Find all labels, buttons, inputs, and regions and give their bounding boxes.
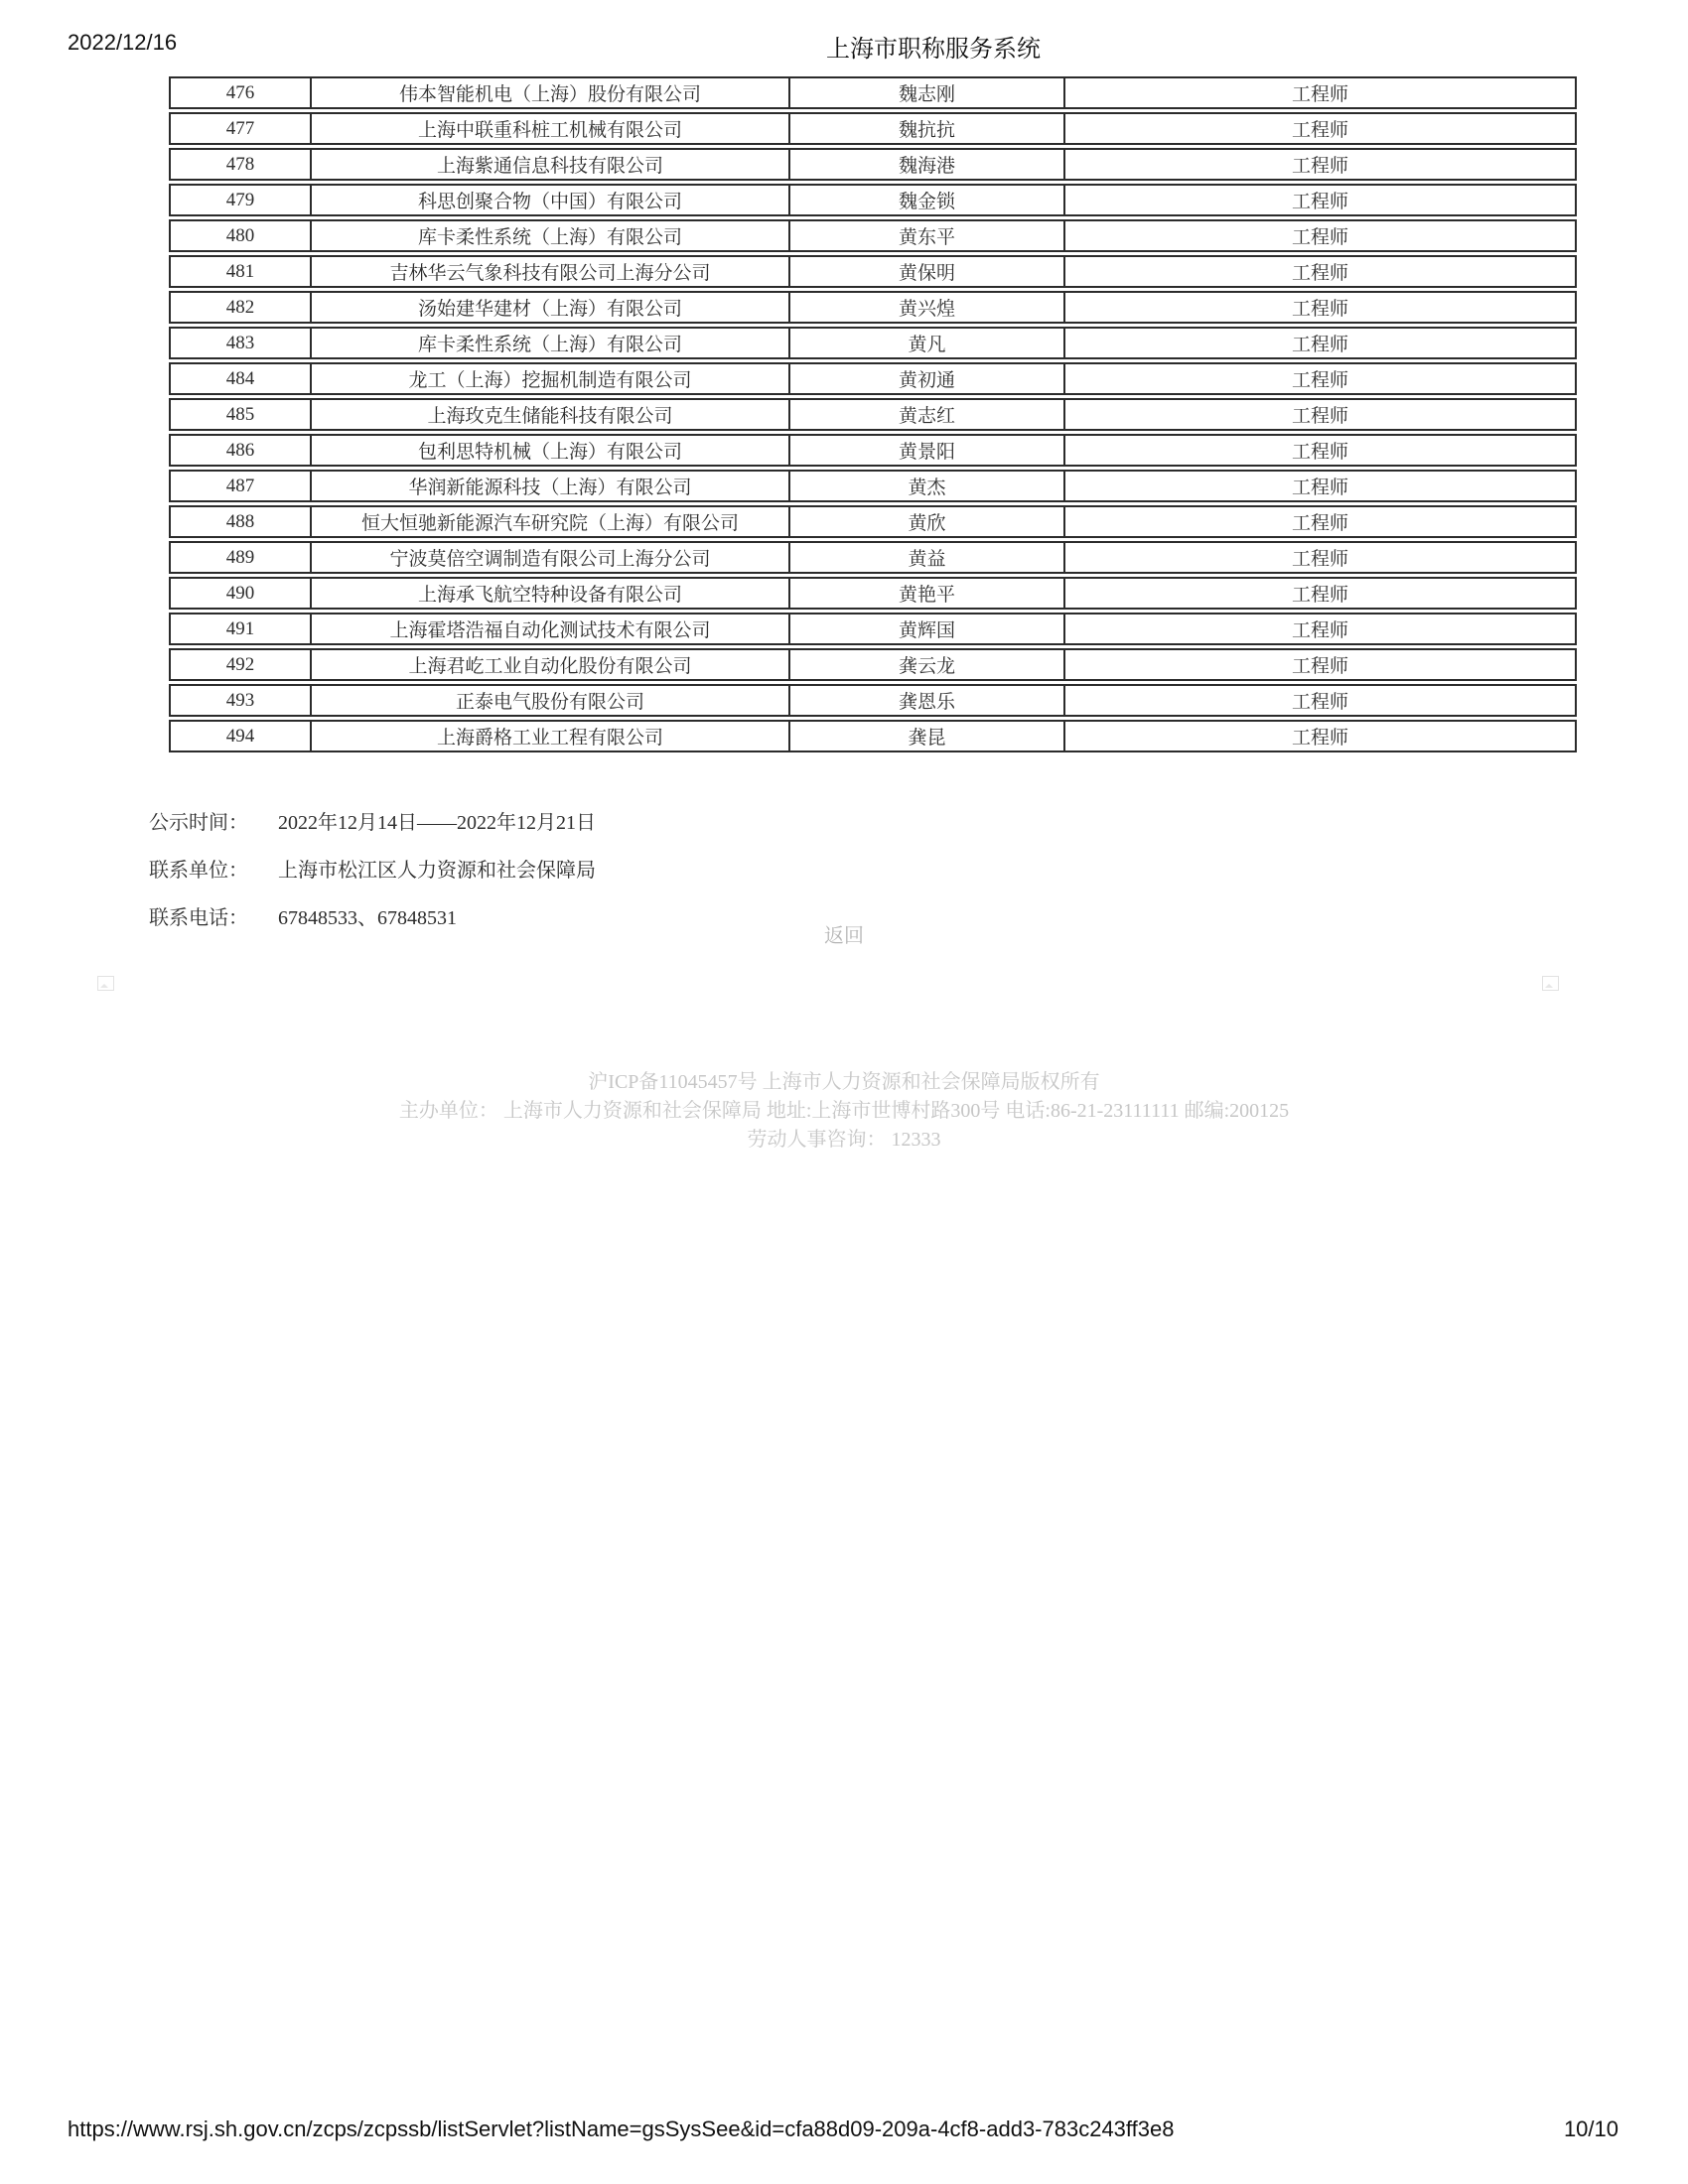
company-name: 库卡柔性系统（上海）有限公司: [310, 219, 788, 252]
table-row: [169, 148, 1577, 181]
table-row: [169, 255, 1577, 288]
row-number: 489: [169, 541, 310, 574]
job-title: 工程师: [1063, 112, 1577, 145]
table-row: [169, 327, 1577, 359]
print-date: 2022/12/16: [68, 30, 178, 55]
broken-image-icon: [1542, 976, 1559, 991]
person-name: 龚昆: [788, 720, 1063, 752]
person-name: 黄艳平: [788, 577, 1063, 610]
row-number: 481: [169, 255, 310, 288]
records-table-body: [169, 76, 1577, 752]
company-name: 伟本智能机电（上海）股份有限公司: [310, 76, 788, 109]
job-title: 工程师: [1063, 398, 1577, 431]
company-name: 上海玫克生储能科技有限公司: [310, 398, 788, 431]
job-title: 工程师: [1063, 505, 1577, 538]
person-name: 黄欣: [788, 505, 1063, 538]
person-name: 黄东平: [788, 219, 1063, 252]
row-number: 483: [169, 327, 310, 359]
job-title: 工程师: [1063, 541, 1577, 574]
site-footer-org-line: 主办单位： 上海市人力资源和社会保障局 地址:上海市世博村路300号 电话:86-21-23111111 邮编:200125: [398, 1100, 1290, 1122]
broken-image-icon: [97, 976, 114, 991]
table-row: [169, 184, 1577, 216]
table-row: [169, 505, 1577, 538]
row-number: 478: [169, 148, 310, 181]
company-name: 上海承飞航空特种设备有限公司: [310, 577, 788, 610]
person-name: 魏金锁: [788, 184, 1063, 216]
contact-phone-value: 67848533、67848531: [278, 907, 457, 929]
person-name: 黄初通: [788, 362, 1063, 395]
row-number: 480: [169, 219, 310, 252]
person-name: 黄景阳: [788, 434, 1063, 467]
publicity-time-row: [149, 806, 596, 835]
person-name: 黄凡: [788, 327, 1063, 359]
company-name: 宁波莫倍空调制造有限公司上海分公司: [310, 541, 788, 574]
job-title: 工程师: [1063, 362, 1577, 395]
contact-unit-row: [149, 854, 596, 883]
job-title: 工程师: [1063, 434, 1577, 467]
person-name: 魏抗抗: [788, 112, 1063, 145]
row-number: 488: [169, 505, 310, 538]
person-name: 龚恩乐: [788, 684, 1063, 717]
company-name: 科思创聚合物（中国）有限公司: [310, 184, 788, 216]
publicity-time-value: 2022年12月14日——2022年12月21日: [278, 812, 596, 834]
company-name: 汤始建华建材（上海）有限公司: [310, 291, 788, 324]
table-row: [169, 541, 1577, 574]
row-number: 490: [169, 577, 310, 610]
company-name: 正泰电气股份有限公司: [310, 684, 788, 717]
job-title: 工程师: [1063, 255, 1577, 288]
person-name: 黄杰: [788, 470, 1063, 502]
person-name: 黄兴煌: [788, 291, 1063, 324]
print-footer-url: https://www.rsj.sh.gov.cn/zcps/zcpssb/listServlet?listName=gsSysSee&id=cfa88d09-209a-4cf8-add3-783c243ff3e8: [68, 2116, 1175, 2141]
contact-phone-label: 联系电话：: [149, 907, 248, 929]
job-title: 工程师: [1063, 577, 1577, 610]
company-name: 龙工（上海）挖掘机制造有限公司: [310, 362, 788, 395]
job-title: 工程师: [1063, 648, 1577, 681]
site-footer-icp-line: 沪ICP备11045457号 上海市人力资源和社会保障局版权所有: [588, 1071, 1100, 1093]
table-row: [169, 112, 1577, 145]
job-title: 工程师: [1063, 470, 1577, 502]
company-name: 上海爵格工业工程有限公司: [310, 720, 788, 752]
contact-unit-value: 上海市松江区人力资源和社会保障局: [278, 860, 596, 882]
person-name: 黄辉国: [788, 613, 1063, 645]
row-number: 476: [169, 76, 310, 109]
company-name: 上海霍塔浩福自动化测试技术有限公司: [310, 613, 788, 645]
table-row: [169, 291, 1577, 324]
row-number: 491: [169, 613, 310, 645]
company-name: 华润新能源科技（上海）有限公司: [310, 470, 788, 502]
row-number: 492: [169, 648, 310, 681]
person-name: 魏海港: [788, 148, 1063, 181]
contact-phone-row: [149, 901, 596, 930]
records-table: [169, 73, 1577, 755]
row-number: 486: [169, 434, 310, 467]
person-name: 黄志红: [788, 398, 1063, 431]
company-name: 包利思特机械（上海）有限公司: [310, 434, 788, 467]
table-row: [169, 648, 1577, 681]
job-title: 工程师: [1063, 219, 1577, 252]
row-number: 487: [169, 470, 310, 502]
row-number: 485: [169, 398, 310, 431]
job-title: 工程师: [1063, 720, 1577, 752]
table-row: [169, 76, 1577, 109]
company-name: 上海紫通信息科技有限公司: [310, 148, 788, 181]
person-name: 黄益: [788, 541, 1063, 574]
person-name: 黄保明: [788, 255, 1063, 288]
table-row: [169, 684, 1577, 717]
back-link[interactable]: 返回: [824, 925, 864, 947]
row-number: 493: [169, 684, 310, 717]
page-title: 上海市职称服务系统: [826, 36, 1041, 63]
company-name: 库卡柔性系统（上海）有限公司: [310, 327, 788, 359]
company-name: 恒大恒驰新能源汽车研究院（上海）有限公司: [310, 505, 788, 538]
table-row: [169, 219, 1577, 252]
notice-block: [149, 806, 596, 949]
person-name: 魏志刚: [788, 76, 1063, 109]
company-name: 上海君屹工业自动化股份有限公司: [310, 648, 788, 681]
site-footer: [0, 1068, 1688, 1155]
table-row: [169, 470, 1577, 502]
print-footer-page-number: 10/10: [1563, 2116, 1618, 2141]
job-title: 工程师: [1063, 327, 1577, 359]
row-number: 477: [169, 112, 310, 145]
person-name: 龚云龙: [788, 648, 1063, 681]
company-name: 吉林华云气象科技有限公司上海分公司: [310, 255, 788, 288]
row-number: 482: [169, 291, 310, 324]
job-title: 工程师: [1063, 684, 1577, 717]
contact-unit-label: 联系单位：: [149, 860, 248, 882]
table-row: [169, 362, 1577, 395]
row-number: 494: [169, 720, 310, 752]
table-row: [169, 720, 1577, 752]
job-title: 工程师: [1063, 76, 1577, 109]
company-name: 上海中联重科桩工机械有限公司: [310, 112, 788, 145]
table-row: [169, 434, 1577, 467]
table-row: [169, 577, 1577, 610]
publicity-time-label: 公示时间：: [149, 812, 248, 834]
table-row: [169, 398, 1577, 431]
table-row: [169, 613, 1577, 645]
site-footer-hotline-line: 劳动人事咨询： 12333: [747, 1129, 941, 1151]
job-title: 工程师: [1063, 148, 1577, 181]
job-title: 工程师: [1063, 291, 1577, 324]
job-title: 工程师: [1063, 613, 1577, 645]
row-number: 479: [169, 184, 310, 216]
job-title: 工程师: [1063, 184, 1577, 216]
row-number: 484: [169, 362, 310, 395]
